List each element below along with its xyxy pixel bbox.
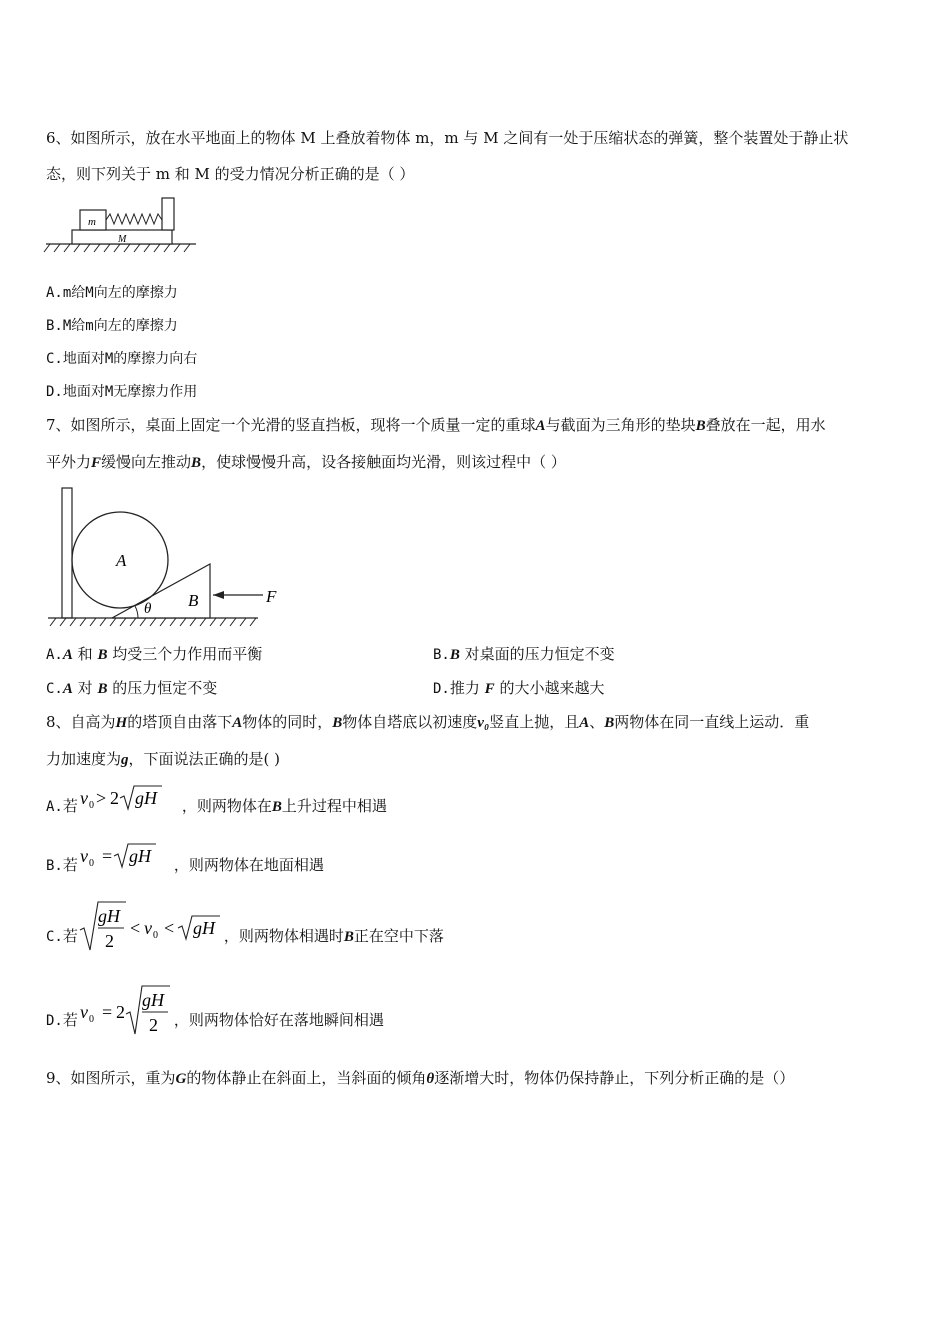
- svg-text:>: >: [96, 788, 107, 808]
- q6-stem-line1: 6、如图所示，放在水平地面上的物体 M 上叠放着物体 m，m 与 M 之间有一处于压缩状态的弹簧，整个装置处于静止状: [46, 129, 849, 147]
- svg-text:v: v: [80, 846, 88, 866]
- svg-text:gH: gH: [135, 788, 157, 808]
- q6-option-a[interactable]: A.m给M向左的摩擦力: [46, 285, 178, 301]
- q6-option-b[interactable]: B.M给m向左的摩擦力: [46, 318, 178, 334]
- q6-option-d[interactable]: D.地面对M无摩擦力作用: [46, 384, 198, 400]
- svg-text:gH: gH: [142, 990, 164, 1010]
- svg-text:2: 2: [116, 1002, 125, 1022]
- svg-text:0: 0: [89, 1014, 94, 1025]
- svg-text:=: =: [102, 1002, 113, 1022]
- q7-fig-label-theta: θ: [144, 601, 152, 617]
- svg-text:gH: gH: [129, 846, 151, 866]
- svg-text:0: 0: [89, 800, 94, 811]
- q6-fig-label-M: M: [118, 234, 127, 245]
- q8-option-b-formula: [78, 840, 168, 874]
- q6-fig-label-m: m: [88, 216, 96, 228]
- q8-option-d-formula: [78, 984, 174, 1038]
- svg-text:=: =: [102, 846, 113, 866]
- q7-fig-label-F: F: [266, 587, 277, 606]
- svg-text:2: 2: [105, 931, 114, 951]
- svg-text:<: <: [130, 918, 141, 938]
- svg-text:gH: gH: [98, 906, 120, 926]
- q8-option-a-formula: [78, 782, 168, 816]
- q8-option-c[interactable]: C.若 ，则两物体相遇时B正在空中下落: [46, 927, 444, 945]
- q7-option-d[interactable]: D.推力 F 的大小越来越大: [433, 679, 605, 697]
- q7-stem-line2: 平外力F缓慢向左推动B，使球慢慢升高，设各接触面均光滑，则该过程中（ ）: [46, 453, 566, 471]
- q8-stem-line1: 8、自高为H的塔顶自由落下A物体的同时，B物体自塔底以初速度v₀竖直上抛，且A、B两物体在同一直线上运动．重: [46, 713, 810, 731]
- q8-option-d[interactable]: D.若 ，则两物体恰好在落地瞬间相遇: [46, 1011, 384, 1029]
- svg-text:v: v: [80, 1002, 88, 1022]
- q8-stem-line2: 力加速度为g，下面说法正确的是( ): [46, 750, 280, 768]
- q8-option-b[interactable]: B.若 ，则两物体在地面相遇: [46, 856, 324, 874]
- svg-text:v: v: [144, 918, 152, 938]
- svg-text:gH: gH: [193, 918, 215, 938]
- q7-stem-line1: 7、如图所示，桌面上固定一个光滑的竖直挡板，现将一个质量一定的重球A与截面为三角形的垫块B叠放在一起，用水: [46, 416, 826, 434]
- q7-figure: [48, 486, 288, 636]
- svg-text:0: 0: [153, 930, 158, 941]
- q7-option-c[interactable]: C.A 对 B 的压力恒定不变: [46, 679, 218, 697]
- q7-option-b[interactable]: B.B 对桌面的压力恒定不变: [433, 645, 615, 663]
- svg-text:<: <: [164, 918, 175, 938]
- svg-text:v: v: [80, 788, 88, 808]
- svg-text:0: 0: [89, 858, 94, 869]
- q7-option-a[interactable]: A.A 和 B 均受三个力作用而平衡: [46, 645, 263, 663]
- q7-fig-label-B: B: [188, 591, 199, 610]
- q6-option-c[interactable]: C.地面对M的摩擦力向右: [46, 351, 198, 367]
- q6-stem-line2: 态，则下列关于 m 和 M 的受力情况分析正确的是（ ）: [46, 165, 415, 183]
- svg-text:2: 2: [110, 788, 119, 808]
- q6-figure: [44, 196, 204, 258]
- q8-option-c-formula: [78, 900, 224, 954]
- q7-fig-label-A: A: [116, 551, 127, 570]
- svg-text:2: 2: [149, 1015, 158, 1035]
- q8-option-a[interactable]: A.若 ，则两物体在B上升过程中相遇: [46, 797, 387, 815]
- q9-stem-line1: 9、如图所示，重为G的物体静止在斜面上，当斜面的倾角θ逐渐增大时，物体仍保持静止，下列分析正确的是（）: [46, 1069, 795, 1087]
